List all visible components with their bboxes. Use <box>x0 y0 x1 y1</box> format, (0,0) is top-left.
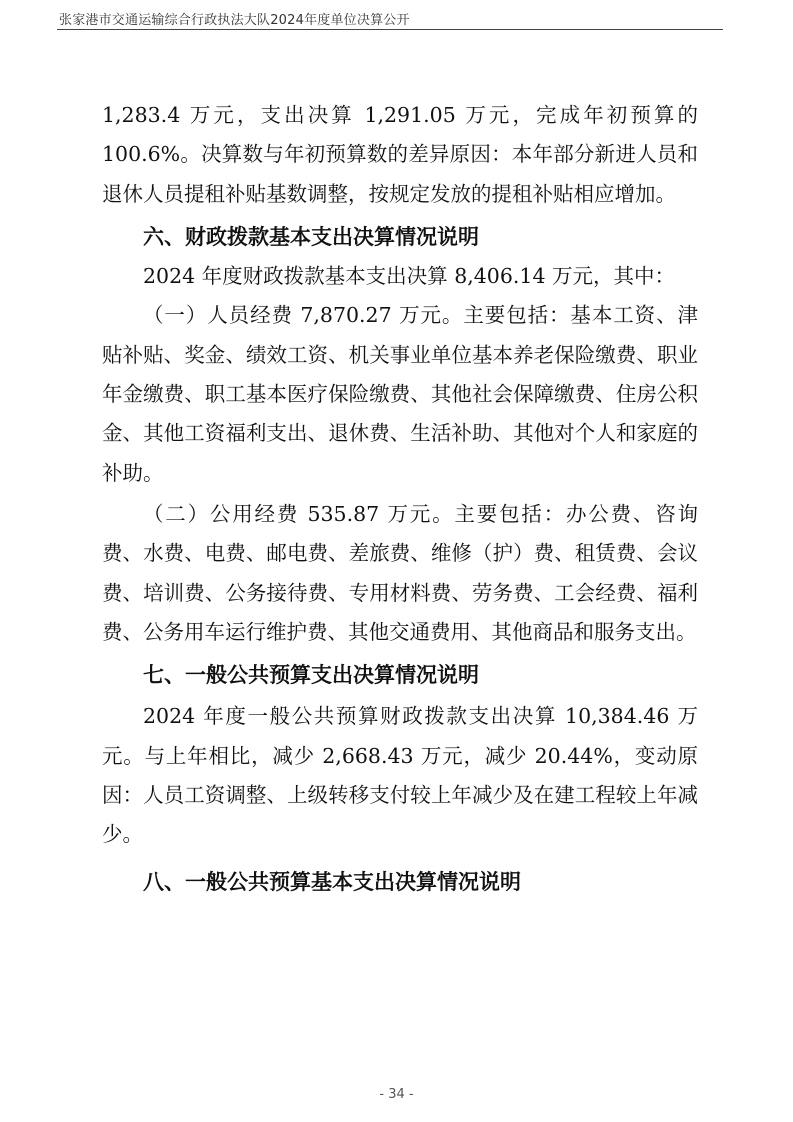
section-heading-6: 六、财政拨款基本支出决算情况说明 <box>143 224 479 249</box>
paragraph-budget-continuation: 1,283.4 万元，支出决算 1,291.05 万元，完成年初预算的100.6%。决算数与年初预算数的差异原因：本年部分新进人员和退休人员提租补贴基数调整，按规定发放的提租补贴相应增加。 <box>102 103 698 206</box>
paragraph-basic-expenditure-total: 2024 年度财政拨款基本支出决算 8,406.14 万元，其中： <box>143 264 676 289</box>
document-body <box>102 96 698 902</box>
paragraph-public-expenses: （二）公用经费 535.87 万元。主要包括：办公费、咨询费、水费、电费、邮电费、差旅费、维修（护）费、租赁费、会议费、培训费、公务接待费、专用材料费、劳务费、工会经费、福利费、公务用车运行维护费、其他交通费用、其他商品和服务支出。 <box>102 501 698 644</box>
header-rule <box>57 29 723 30</box>
paragraph-personnel-expenses: （一）人员经费 7,870.27 万元。主要包括：基本工资、津贴补贴、奖金、绩效工资、机关事业单位基本养老保险缴费、职业年金缴费、职工基本医疗保险缴费、其他社会保障缴费、住房公积金、其他工资福利支出、退休费、生活补助、其他对个人和家庭的补助。 <box>102 303 698 485</box>
paragraph-general-budget-expenditure: 2024 年度一般公共预算财政拨款支出决算 10,384.46 万元。与上年相比，减少 2,668.43 万元，减少 20.44%，变动原因：人员工资调整、上级转移支付较上年减少及在建工程较上年减少。 <box>102 704 698 847</box>
section-heading-7: 七、一般公共预算支出决算情况说明 <box>143 663 479 688</box>
running-header: 张家港市交通运输综合行政执法大队2024年度单位决算公开 <box>59 13 410 28</box>
section-heading-8: 八、一般公共预算基本支出决算情况说明 <box>143 869 521 894</box>
page-number: - 34 - <box>379 1087 414 1102</box>
